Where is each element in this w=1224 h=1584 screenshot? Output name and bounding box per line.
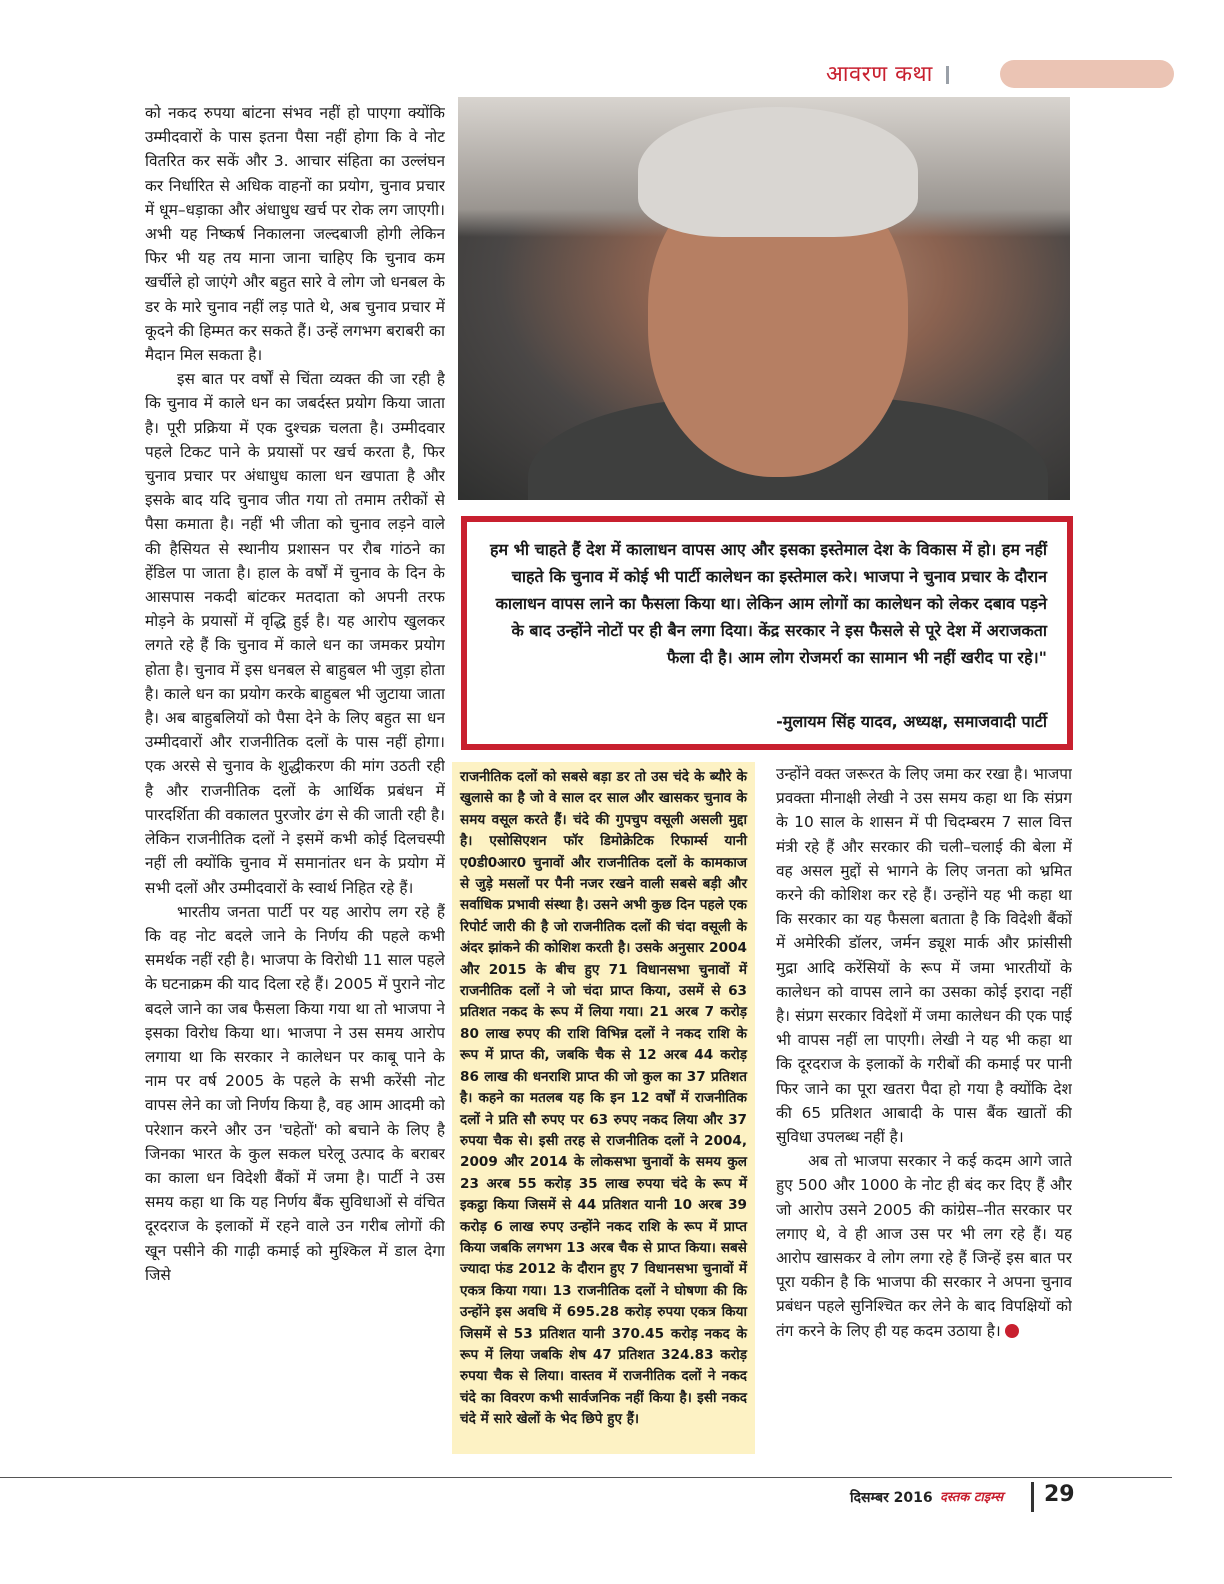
article-column-right: [776, 762, 1072, 1456]
section-divider: [946, 66, 949, 84]
footer-separator: [1031, 1482, 1034, 1512]
page-number: 29: [1044, 1482, 1075, 1507]
footer-divider: [0, 1477, 1172, 1478]
paragraph-text: अब तो भाजपा सरकार ने कई कदम आगे जाते हुए 500 और 1000 के नोट ही बंद कर दिए हैं और जो आरोप उसने 2005 की कांग्रेस–नीत सरकार पर लगाए थे, वे ही आज उस पर भी लग रहे हैं। यह आरोप खासकर वे लोग लगा रहे हैं जिन्हें इस बात पर पूरा यकीन है कि भाजपा की सरकार ने अपना चुनाव प्रबंधन पहले सुनिश्चित कर लेने के बाद विपक्षियों को तंग करने के लिए ही यह कदम उठाया है।: [776, 1152, 1072, 1340]
page-footer: [850, 1482, 1090, 1512]
sidebar-text: राजनीतिक दलों को सबसे बड़ा डर तो उस चंदे के ब्यौरे के खुलासे का है जो वे साल दर साल और खासकर चुनाव के समय वसूल करते हैं। चंदे की गुपचुप वसूली असली मुद्दा है। एसोसिएशन फॉर डिमोक्रेटिक रिफार्म्स यानी ए0डी0आर0 चुनावों और राजनीतिक दलों के कामकाज से जुड़े मसलों पर पैनी नजर रखने वाली सबसे बड़ी और सर्वाधिक प्रभावी संस्था है। उसने अभी कुछ दिन पहले एक रिपोर्ट जारी की है जो राजनीतिक दलों की चंदा वसूली के अंदर झांकने की कोशिश करती है। उसके अनुसार 2004 और 2015 के बीच हुए 71 विधानसभा चुनावों में राजनीतिक दलों ने जो चंदा प्राप्त किया, उसमें से 63 प्रतिशत नकद के रूप में लिया गया। 21 अरब 7 करोड़ 80 लाख रुपए की राशि विभिन्न दलों ने नकद राशि के रूप में प्राप्त की, जबकि चैक से 12 अरब 44 करोड़ 86 लाख की धनराशि प्राप्त की जो कुल का 37 प्रतिशत है। कहने का मतलब यह कि इन 12 वर्षों में राजनीतिक दलों ने प्रति सौ रुपए पर 63 रुपए नकद लिया और 37 रुपया चैक से। इसी तरह से राजनीतिक दलों ने 2004, 2009 और 2014 के लोकसभा चुनावों के समय कुल 23 अरब 55 करोड़ 35 लाख रुपया चंदे के रूप में इकट्ठा किया जिसमें से 44 प्रतिशत यानी 10 अरब 39 करोड़ 6 लाख रुपए उन्होंने नकद राशि के रूप में प्राप्त किया जबकि लगभग 13 अरब चैक से प्राप्त किया। सबसे ज्यादा फंड 2012 के दौरान हुए 7 विधानसभा चुनावों में एकत्र किया गया। 13 राजनीतिक दलों ने घोषणा की कि उन्होंने इस अवधि में 695.28 करोड़ रुपया एकत्र किया जिसमें से 53 प्रतिशत यानी 370.45 करोड़ नकद के रूप में लिया जबकि शेष 47 प्रतिशत 324.83 करोड़ रुपया चैक से लिया। वास्तव में राजनीतिक दलों ने नकद चंदे का विवरण कभी सार्वजनिक नहीं किया है। इसी नकद चंदे में सारे खेलों के भेद छिपे हुए हैं।: [460, 769, 747, 1428]
sidebar-box: [452, 762, 755, 1454]
pull-quote: [461, 516, 1073, 750]
paragraph: इस बात पर वर्षों से चिंता व्यक्त की जा रही है कि चुनाव में काले धन का जबर्दस्त प्रयोग किया जाता है। पूरी प्रक्रिया में एक दुश्चक्र चलता है। उम्मीदवार पहले टिकट पाने के प्रयासों पर खर्च करता है, फिर चुनाव प्रचार पर अंधाधुध काला धन खपाता है और इसके बाद यदि चुनाव जीत गया तो तमाम तरीकों से पैसा कमाता है। नहीं भी जीता को चुनाव लड़ने वाले की हैसियत से स्थानीय प्रशासन पर रौब गांठने का हेंडिल पा जाता है। हाल के वर्षों में चुनाव के दिन के आसपास नकदी बांटकर मतदाता को अपनी तरफ मोड़ने के प्रयासों में वृद्धि हुई है। यह आरोप खुलकर लगते रहे हैं कि चुनाव में काले धन का जमकर प्रयोग होता है। चुनाव में इस धनबल से बाहुबल भी जुड़ा होता है। काले धन का प्रयोग करके बाहुबल भी जुटाया जाता है। अब बाहुबलियों को पैसा देने के लिए बहुत सा धन उम्मीदवारों और राजनीतिक दलों के पास नहीं होगा। एक अरसे से चुनाव के शुद्धीकरण की मांग उठती रही है और राजनीतिक दलों के आर्थिक प्रबंधन में पारदर्शिता की वकालत पुरजोर ढंग से की जाती रही है। लेकिन राजनीतिक दलों ने इसमें कभी कोई दिलचस्पी नहीं ली क्योंकि चुनाव में समानांतर धन के प्रयोग में सभी दलों और उम्मीदवारों के स्वार्थ निहित रहे हैं।: [145, 370, 445, 897]
section-title: आवरण कथा: [826, 62, 933, 87]
article-column-left: [145, 101, 445, 1467]
paragraph: उन्होंने वक्त जरूरत के लिए जमा कर रखा है। भाजपा प्रवक्ता मीनाक्षी लेखी ने उस समय कहा था कि संप्रग के 10 साल के शासन में पी चिदम्बरम 7 साल वित्त मंत्री रहे हैं और सरकार की चली–चलाई की बेला में वह असल मुद्दों से भागने के लिए जनता को भ्रमित करने की कोशिश कर रहे हैं। उन्होंने यह भी कहा था कि सरकार का यह फैसला बताता है कि विदेशी बैंकों में अमेरिकी डॉलर, जर्मन ड्यूश मार्क और फ्रांसीसी मुद्रा आदि करेंसियों के रूप में जमा भारतीयों के कालेधन को वापस लाने का उसका कोई इरादा नहीं है। संप्रग सरकार विदेशों में जमा कालेधन की एक पाई भी वापस नहीं ला पाएगी। लेखी ने यह भी कहा था कि दूरदराज के इलाकों के गरीबों की कमाई पर पानी फिर जाने का पूरा खतरा पैदा हो गया है क्योंकि देश की 65 प्रतिशत आबादी के पास बैंक खातों की सुविधा उपलब्ध नहीं है।: [776, 765, 1072, 1147]
quote-attribution: -मुलायम सिंह यादव, अध्यक्ष, समाजवादी पार्टी: [776, 712, 1047, 731]
header-decoration: [1000, 60, 1174, 88]
paragraph: भारतीय जनता पार्टी पर यह आरोप लग रहे हैं कि वह नोट बदले जाने के निर्णय की पहले कभी समर्थक नहीं रही है। भाजपा के विरोधी 11 साल पहले के घटनाक्रम की याद दिला रहे हैं। 2005 में पुराने नोट बदले जाने का जब फैसला किया गया था तो भाजपा ने इसका विरोध किया था। भाजपा ने उस समय आरोप लगाया था कि सरकार ने कालेधन पर काबू पाने के नाम पर वर्ष 2005 के पहले के सभी करेंसी नोट वापस लेने का जो निर्णय किया है, वह आम आदमी को परेशान करने और उन 'चहेतों' को बचाने के लिए है जिनका भारत के कुल सकल घरेलू उत्पाद के बराबर का काला धन विदेशी बैंकों में जमा है। पार्टी ने उस समय कहा था कि यह निर्णय बैंक सुविधाओं से वंचित दूरदराज के इलाकों में रहने वाले उन गरीब लोगों की खून पसीने की गाढ़ी कमाई को मुश्किल में डाल देगा जिसे: [145, 902, 445, 1284]
end-mark-icon: [1005, 1324, 1019, 1338]
paragraph: [776, 1149, 1072, 1343]
magazine-logo: दस्तक टाइम्स: [940, 1490, 1004, 1505]
section-header: [800, 58, 1190, 90]
quote-text: हम भी चाहते हैं देश में कालाधन वापस आए और इसका इस्तेमाल देश के विकास में हो। हम नहीं चाहते कि चुनाव में कोई भी पार्टी कालेधन का इस्तेमाल करे। भाजपा ने चुनाव प्रचार के दौरान कालाधन वापस लाने का फैसला किया था। लेकिन आम लोगों का कालेधन को लेकर दबाव पड़ने के बाद उन्होंने नोटों पर ही बैन लगा दिया। केंद्र सरकार ने इस फैसले से पूरे देश में अराजकता फैला दी है। आम लोग रोजमर्रा का सामान भी नहीं खरीद पा रहे।": [490, 540, 1047, 667]
issue-date: दिसम्बर 2016: [850, 1490, 933, 1506]
portrait-photo: [458, 97, 1070, 500]
paragraph: को नकद रुपया बांटना संभव नहीं हो पाएगा क्योंकि उम्मीदवारों के पास इतना पैसा नहीं होगा कि वे नोट वितरित कर सकें और 3. आचार संहिता का उल्लंघन कर निर्धारित से अधिक वाहनों का प्रयोग, चुनाव प्रचार में धूम–धड़ाका और अंधाधुध खर्च पर रोक लग जाएगी। अभी यह निष्कर्ष निकालना जल्दबाजी होगी लेकिन फिर भी यह तय माना जाना चाहिए कि चुनाव कम खर्चीले हो जाएंगे और बहुत सारे वे लोग जो धनबल के डर के मारे चुनाव नहीं लड़ पाते थे, अब चुनाव प्रचार में कूदने की हिम्मत कर सकते हैं। उन्हें लगभग बराबरी का मैदान मिल सकता है।: [145, 104, 445, 365]
